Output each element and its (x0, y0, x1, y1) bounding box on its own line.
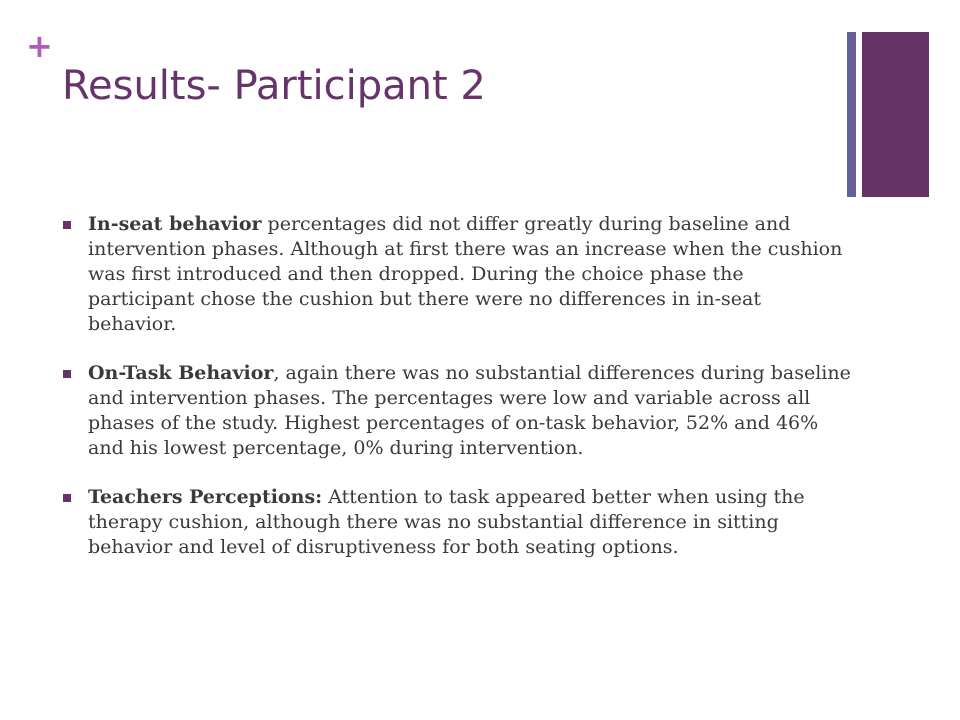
bullet-item-teacher-perceptions (62, 485, 852, 560)
bullet-text: percentages did not differ greatly during baseline and intervention phases. Although at first there was an increase when the cushion was first introduced and then dropped. During the choice phase the participant chose the cushion but there were no differences in in-seat behavior. (88, 213, 843, 335)
accent-bar-thick (862, 32, 929, 197)
bullet-lead: Teachers Perceptions: (88, 486, 323, 508)
square-bullet-icon (63, 494, 71, 502)
plus-icon: + (26, 27, 53, 65)
square-bullet-icon (63, 221, 71, 229)
accent-bar-thin (847, 32, 856, 197)
bullet-lead: In-seat behavior (88, 213, 262, 235)
slide-title: Results- Participant 2 (62, 63, 486, 109)
bullet-item-in-seat (62, 212, 852, 337)
bullet-text: , again there was no substantial differences during baseline and intervention phases. The percentages were low and variable across all phases of the study. Highest percentages of on-task behavior, 52% and 46% and his lowest percentage, 0% during intervention. (88, 362, 851, 459)
bullet-item-on-task (62, 361, 852, 461)
square-bullet-icon (63, 370, 71, 378)
bullet-lead: On-Task Behavior (88, 362, 274, 384)
bullet-list (62, 212, 852, 584)
bullet-text: Attention to task appeared better when using the therapy cushion, although there was no substantial difference in sitting behavior and level of disruptiveness for both seating options. (88, 486, 805, 558)
